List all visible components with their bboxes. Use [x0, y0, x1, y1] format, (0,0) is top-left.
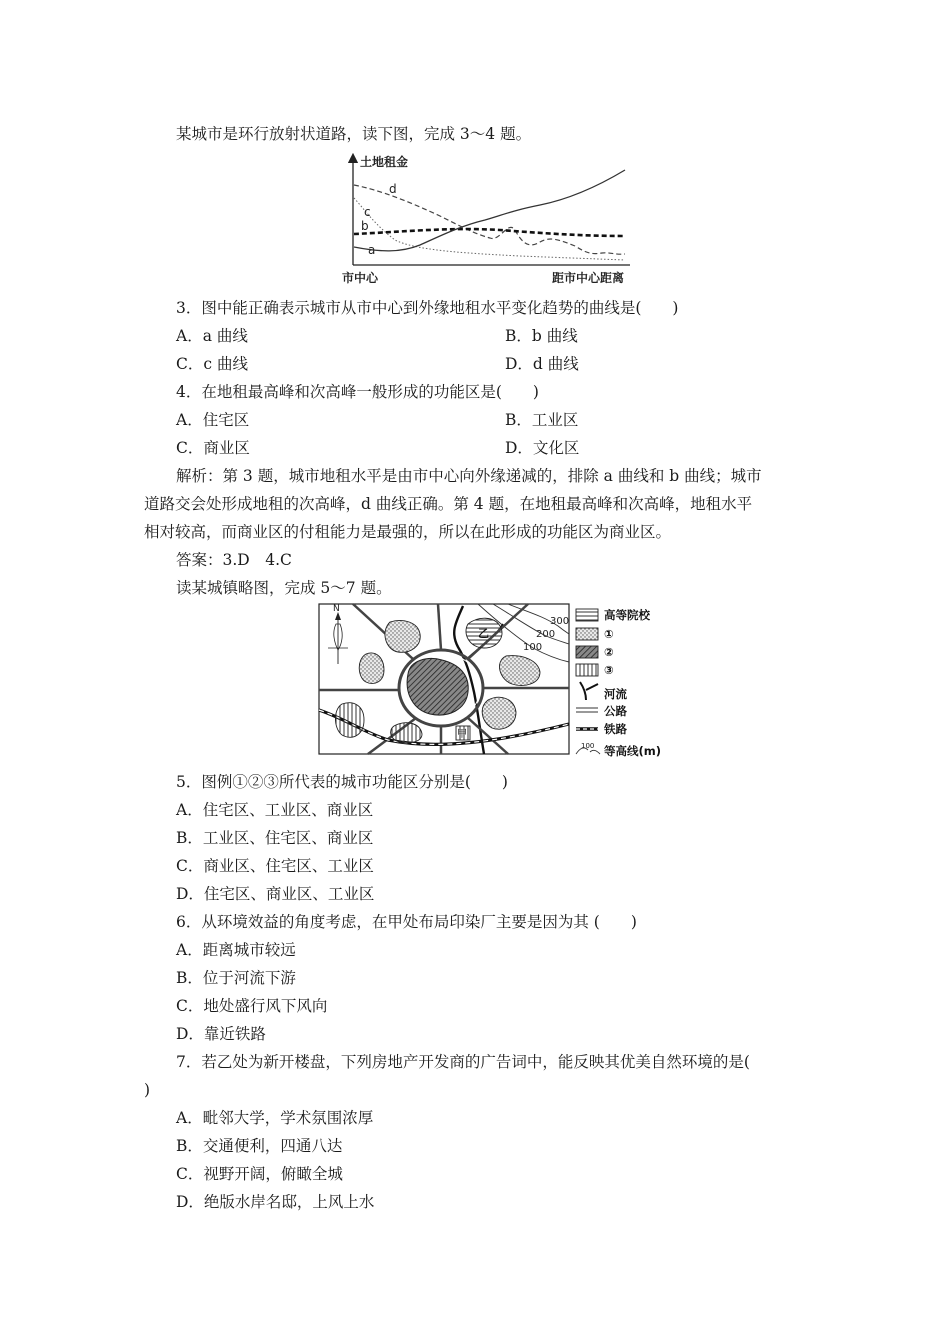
q4-option-d: D．文化区	[505, 439, 580, 457]
q7-stem-line-1: 7．若乙处为新开楼盘，下列房地产开发商的广告词中，能反映其优美自然环境的是(	[176, 1053, 750, 1071]
q5-option-c: C．商业区、住宅区、工业区	[176, 857, 374, 875]
legend-railway: 铁路	[604, 722, 627, 736]
q7-stem-line-2: )	[144, 1081, 151, 1099]
q7-option-c: C．视野开阔，俯瞰全城	[176, 1165, 343, 1183]
q7-option-a: A．毗邻大学，学术氛围浓厚	[176, 1109, 374, 1127]
q4-option-c: C．商业区	[176, 439, 250, 457]
curve-label-a: a	[368, 243, 376, 257]
place-jia: 甲	[457, 729, 467, 740]
curve-b	[354, 229, 625, 236]
intro-text-2: 读某城镇略图，完成 5～7 题。	[176, 579, 392, 597]
zone-industrial-sw	[335, 703, 364, 737]
q5-option-d: D．住宅区、商业区、工业区	[176, 885, 375, 903]
q4-option-b: B．工业区	[505, 411, 579, 429]
q6-stem: 6．从环境效益的角度考虑，在甲处布局印染厂主要是因为其 ( )	[176, 913, 637, 931]
q5-option-b: B．工业区、住宅区、商业区	[176, 829, 374, 847]
q6-option-d: D．靠近铁路	[176, 1025, 266, 1043]
north-label: N	[333, 604, 340, 614]
contour-label-300: 300	[550, 616, 570, 627]
q4-stem: 4．在地租最高峰和次高峰一般形成的功能区是( )	[176, 383, 539, 401]
q5-stem: 5．图例①②③所代表的城市功能区分别是( )	[176, 773, 508, 791]
land-rent-chart	[340, 150, 640, 290]
q6-option-b: B．位于河流下游	[176, 969, 296, 987]
x-end-label: 距市中心距离	[552, 271, 625, 285]
curve-label-c: c	[364, 205, 371, 219]
q3-stem: 3．图中能正确表示城市从市中心到外缘地租水平变化趋势的曲线是( )	[176, 299, 679, 317]
intro-text: 某城市是环行放射状道路，读下图，完成 3～4 题。	[176, 125, 532, 143]
q6-option-a: A．距离城市较远	[176, 941, 296, 959]
q3-option-d: D．d 曲线	[505, 355, 579, 373]
contour-label-100: 100	[523, 642, 543, 653]
legend-3: ③	[604, 663, 614, 677]
y-axis-label: 土地租金	[360, 155, 409, 169]
q3-option-a: A．a 曲线	[176, 327, 248, 345]
legend-1: ①	[604, 627, 614, 641]
contour-label-200: 200	[536, 629, 556, 640]
answer-line: 答案：3.D 4.C	[176, 551, 292, 569]
legend-university: 高等院校	[604, 608, 650, 622]
analysis-line-1: 解析：第 3 题，城市地租水平是由市中心向外缘递减的，排除 a 曲线和 b 曲线；城市	[176, 467, 762, 485]
zone-residential-w	[359, 653, 384, 684]
curve-label-b: b	[361, 219, 369, 233]
legend-contour: 等高线(m)	[604, 744, 661, 758]
zone-industrial-s	[391, 723, 422, 743]
analysis-line-3: 相对较高，而商业区的付租能力是最强的，所以在此形成的功能区为商业区。	[144, 523, 672, 541]
q3-option-c: C．c 曲线	[176, 355, 248, 373]
q7-option-b: B．交通便利，四通八达	[176, 1137, 343, 1155]
q6-option-c: C．地处盛行风下风向	[176, 997, 328, 1015]
zone-residential-se	[482, 697, 516, 729]
legend-road: 公路	[604, 704, 627, 718]
legend-contour-value: 100	[581, 742, 595, 750]
curve-label-d: d	[389, 182, 397, 196]
q5-option-a: A．住宅区、工业区、商业区	[176, 801, 374, 819]
q7-option-d: D．绝版水岸名邸，上风上水	[176, 1193, 375, 1211]
map-legend	[576, 608, 661, 758]
legend-2: ②	[604, 645, 614, 659]
town-map	[318, 602, 673, 764]
q3-option-b: B．b 曲线	[505, 327, 578, 345]
x-start-label: 市中心	[342, 271, 379, 285]
q4-option-a: A．住宅区	[176, 411, 250, 429]
analysis-line-2: 道路交会处形成地租的次高峰，d 曲线正确。第 4 题，在地租最高峰和次高峰，地租水平	[144, 495, 753, 513]
zone-residential-nw	[385, 621, 420, 653]
place-yi: 乙	[478, 627, 489, 640]
legend-river: 河流	[604, 687, 627, 701]
